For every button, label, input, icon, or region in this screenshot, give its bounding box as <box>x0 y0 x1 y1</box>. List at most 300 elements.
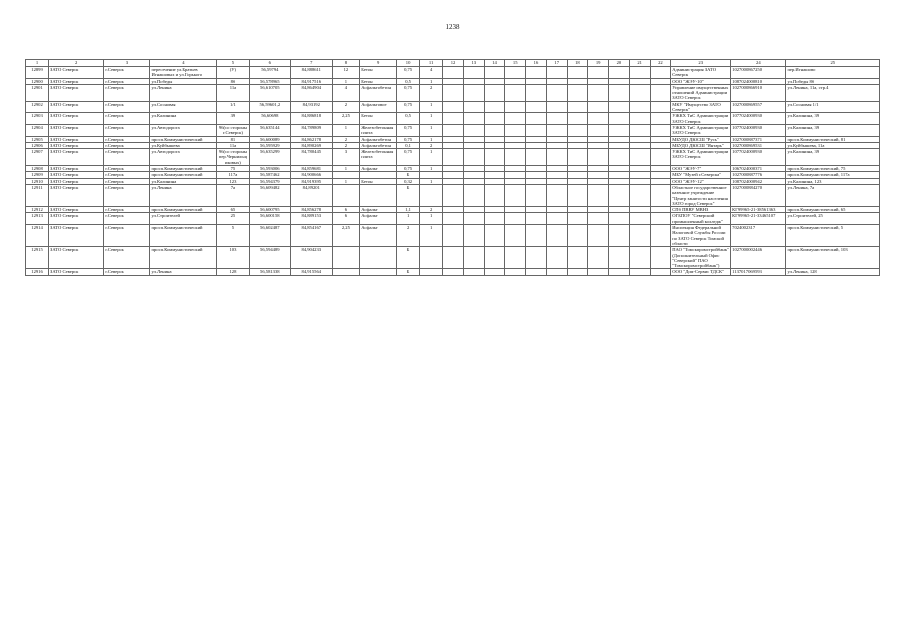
table-cell: 1077024000930 <box>731 124 786 136</box>
table-cell: ЗАТО Северск <box>49 247 104 269</box>
table-cell <box>567 149 588 166</box>
table-row <box>26 67 880 79</box>
table-cell: 128 <box>217 269 249 275</box>
table-cell: 1/1 <box>217 101 249 113</box>
table-cell <box>505 124 526 136</box>
table-cell <box>505 149 526 166</box>
table-cell: Б <box>397 184 420 206</box>
table-cell: 56,60698 <box>249 113 290 125</box>
table-cell <box>609 184 630 206</box>
table-cell: ул.Победы <box>150 78 217 84</box>
table-cell: 56,593006 <box>249 166 290 172</box>
table-cell <box>463 184 484 206</box>
table-cell <box>650 113 671 125</box>
table-cell: г.Северск <box>104 67 150 79</box>
table-cell <box>567 247 588 269</box>
table-cell: 0,32 <box>397 178 420 184</box>
table-cell: просп.Коммунистический <box>150 225 217 247</box>
table-cell <box>332 269 360 275</box>
table-cell: 1 <box>420 149 443 166</box>
table-cell: 2 <box>332 136 360 142</box>
table-cell: 1027000867250 <box>731 67 786 79</box>
table-cell <box>526 269 547 275</box>
column-header: 4 <box>150 60 217 67</box>
table-cell <box>463 269 484 275</box>
table-cell: ул.Ленина <box>150 269 217 275</box>
table-cell: 2 <box>420 207 443 213</box>
table-cell <box>505 269 526 275</box>
table-cell: Б <box>397 269 420 275</box>
table-cell: 0,75 <box>397 136 420 142</box>
table-cell <box>505 101 526 113</box>
table-cell: г.Северск <box>104 184 150 206</box>
table-cell: 84,904233 <box>291 247 332 269</box>
table-cell <box>567 67 588 79</box>
table-cell <box>546 124 567 136</box>
column-header: 8 <box>332 60 360 67</box>
table-cell <box>505 225 526 247</box>
table-cell: просп.Коммунистический, 117а <box>786 172 880 178</box>
table-cell: 12913 <box>26 213 49 225</box>
table-cell: ЗАТО Северск <box>49 136 104 142</box>
table-cell: 84,856278 <box>291 207 332 213</box>
table-cell: ул.Куйбышева, 11а <box>786 142 880 148</box>
column-header: 6 <box>249 60 290 67</box>
table-cell <box>546 149 567 166</box>
page-number: 1238 <box>445 23 460 31</box>
table-cell <box>463 67 484 79</box>
table-cell: 84,864904 <box>291 84 332 101</box>
table-cell: 84,890269 <box>291 142 332 148</box>
table-cell <box>629 269 650 275</box>
table-cell: 1027000002446 <box>731 247 786 269</box>
table-cell <box>567 184 588 206</box>
table-cell: 84,89201 <box>291 184 332 206</box>
table-cell: г.Северск <box>104 178 150 184</box>
table-cell: СПб ПВВУ МВНЗ <box>671 207 731 213</box>
table-cell: ул.Сосновая <box>150 101 217 113</box>
table-cell: просп.Коммунистический, 103 <box>786 247 880 269</box>
table-cell: (У) <box>217 67 249 79</box>
table-cell: 84,889153 <box>291 213 332 225</box>
table-cell: 1 <box>332 178 360 184</box>
table-cell: ООО "ЖЭУ-7" <box>671 166 731 172</box>
table-cell: 1 <box>397 213 420 225</box>
table-cell: г.Северск <box>104 207 150 213</box>
table-cell: 56,600795 <box>249 207 290 213</box>
table-cell: 4 <box>420 67 443 79</box>
table-cell: 117а <box>217 172 249 178</box>
table-cell: ЗАТО Северск <box>49 269 104 275</box>
table-cell: 1067024000371 <box>731 166 786 172</box>
table-cell <box>463 149 484 166</box>
table-cell <box>360 184 397 206</box>
table-cell: 12903 <box>26 113 49 125</box>
table-row <box>26 225 880 247</box>
table-cell <box>484 213 505 225</box>
table-cell: 84,900666 <box>291 172 332 178</box>
table-cell: ул.Ленина, 11а, стр.4 <box>786 84 880 101</box>
table-cell: 56,594489 <box>249 247 290 269</box>
table-cell <box>588 149 609 166</box>
table-cell: 1087024000942 <box>731 178 786 184</box>
table-row <box>26 213 880 225</box>
table-cell: 1 <box>420 225 443 247</box>
table-cell: г.Северск <box>104 78 150 84</box>
table-cell: ул.Ленина, 128 <box>786 269 880 275</box>
table-cell <box>443 113 464 125</box>
table-cell: 56,595929 <box>249 142 290 148</box>
table-cell: ул.Ленина <box>150 84 217 101</box>
table-cell: Инспекция Федеральной Налоговой Службы России по ЗАТО Северск Томской области <box>671 225 731 247</box>
table-cell <box>588 113 609 125</box>
table-cell: 56,609482 <box>249 184 290 206</box>
table-cell: 56,59794 <box>249 67 290 79</box>
table-cell <box>650 84 671 101</box>
table-cell: МБУ "Музей г.Северска" <box>671 172 731 178</box>
table-cell <box>567 225 588 247</box>
table-cell: 123 <box>217 178 249 184</box>
table-cell: Асфальтобетон <box>360 142 397 148</box>
table-cell: 1 <box>420 113 443 125</box>
table-cell: 84,93192 <box>291 101 332 113</box>
table-cell <box>484 84 505 101</box>
column-header: 25 <box>786 60 880 67</box>
table-cell: Бетон <box>360 67 397 79</box>
table-cell <box>526 213 547 225</box>
table-cell <box>505 184 526 206</box>
table-cell: 0,75 <box>397 166 420 172</box>
table-cell: 12910 <box>26 178 49 184</box>
table-cell: Бетон <box>360 113 397 125</box>
table-cell: 12915 <box>26 247 49 269</box>
table-cell: 1 <box>332 166 360 172</box>
table-cell: 56,600089 <box>249 136 290 142</box>
table-cell: ЗАТО Северск <box>49 142 104 148</box>
table-cell: 0,75 <box>397 101 420 113</box>
table-cell: г.Северск <box>104 124 150 136</box>
table-cell <box>526 184 547 206</box>
column-header: 23 <box>671 60 731 67</box>
table-cell: г.Северск <box>104 142 150 148</box>
table-cell: ООО "ЖЭУ-12" <box>671 178 731 184</box>
table-cell: 12911 <box>26 184 49 206</box>
table-cell: Управление имущественных отношений Администрации ЗАТО Северск <box>671 84 731 101</box>
table-cell: 84,789809 <box>291 124 332 136</box>
table-cell: пер.Игнашово <box>786 67 880 79</box>
table-cell <box>526 149 547 166</box>
table-cell: 39 <box>217 113 249 125</box>
table-cell <box>629 184 650 206</box>
column-header: 3 <box>104 60 150 67</box>
table-cell <box>588 269 609 275</box>
table-cell <box>443 124 464 136</box>
table-cell: Областное государственное казенное учреждение "Центр занятости населения ЗАТО город Северск" <box>671 184 731 206</box>
table-cell <box>629 213 650 225</box>
table-cell <box>629 101 650 113</box>
table-cell: 65 <box>217 207 249 213</box>
table-cell <box>567 213 588 225</box>
table-cell: 1027000887371 <box>731 136 786 142</box>
table-cell: 56,59601,2 <box>249 101 290 113</box>
column-header: 12 <box>443 60 464 67</box>
table-cell: 6 <box>332 207 360 213</box>
table-cell: МКУ "Имущество ЗАТО Северск" <box>671 101 731 113</box>
table-cell: 1 <box>420 178 443 184</box>
table-cell: 12907 <box>26 149 49 166</box>
table-cell: 56,587462 <box>249 172 290 178</box>
table-cell <box>546 67 567 79</box>
table-row <box>26 149 880 166</box>
table-cell: 1027000887776 <box>731 172 786 178</box>
table-cell <box>463 247 484 269</box>
table-cell: 12909 <box>26 172 49 178</box>
table-cell: просп.Коммунистический, 81 <box>786 136 880 142</box>
table-cell: 12914 <box>26 225 49 247</box>
column-header: 19 <box>588 60 609 67</box>
table-cell: 0,1 <box>397 142 420 148</box>
table-cell <box>484 269 505 275</box>
table-cell <box>463 101 484 113</box>
table-cell: ул.Калинина, 123 <box>786 178 880 184</box>
table-cell <box>629 149 650 166</box>
table-cell: 84,862178 <box>291 136 332 142</box>
table-cell: ул.Калинина, 39 <box>786 113 880 125</box>
table-cell: Железобетонная плита <box>360 124 397 136</box>
table-cell: ЗАТО Северск <box>49 225 104 247</box>
table-cell: 4 <box>332 84 360 101</box>
table-cell <box>443 149 464 166</box>
table-cell <box>484 101 505 113</box>
column-header: 24 <box>731 60 786 67</box>
table-cell <box>588 84 609 101</box>
table-cell <box>332 247 360 269</box>
table-cell <box>588 184 609 206</box>
table-cell <box>505 213 526 225</box>
table-cell: 56,581338 <box>249 269 290 275</box>
table-cell: пересечение ул.Братьев Игнашовых и ул.Горького <box>150 67 217 79</box>
table-body <box>26 67 880 276</box>
table-cell: 1027000884270 <box>731 184 786 206</box>
table-cell: Бетон <box>360 78 397 84</box>
table-cell <box>484 67 505 79</box>
table-cell: 84,854167 <box>291 225 332 247</box>
table-cell: Асфальт <box>360 166 397 172</box>
table-cell: УЖКХ ТиС Администрации ЗАТО Северск <box>671 124 731 136</box>
table-cell: 1087024000810 <box>731 78 786 84</box>
table-cell <box>526 67 547 79</box>
table-cell: 0,5 <box>397 78 420 84</box>
table-cell: ул.Автодорога <box>150 149 217 166</box>
table-cell <box>546 184 567 206</box>
table-cell: 84,859681 <box>291 166 332 172</box>
table-cell <box>526 84 547 101</box>
table-cell: ЗАТО Северск <box>49 78 104 84</box>
table-cell: 2 <box>332 142 360 148</box>
table-cell: просп.Коммунистический <box>150 172 217 178</box>
table-cell <box>526 113 547 125</box>
table-cell: 3 <box>332 149 360 166</box>
table-cell: 12905 <box>26 136 49 142</box>
table-cell <box>546 247 567 269</box>
table-cell <box>588 67 609 79</box>
table-cell: ул.Победы 8б <box>786 78 880 84</box>
column-header: 10 <box>397 60 420 67</box>
table-cell <box>650 149 671 166</box>
table-cell: ООО "ЖЭУ-10" <box>671 78 731 84</box>
table-cell: 2 <box>397 225 420 247</box>
table-cell: 56,578965 <box>249 78 290 84</box>
table-cell: 1 <box>332 124 360 136</box>
table-cell: 12900 <box>26 78 49 84</box>
column-header: 22 <box>650 60 671 67</box>
table-row <box>26 101 880 113</box>
table-cell: 12899 <box>26 67 49 79</box>
table-cell <box>443 225 464 247</box>
table-cell <box>629 225 650 247</box>
table-cell <box>332 184 360 206</box>
table-cell: 12912 <box>26 207 49 213</box>
table-cell: ЗАТО Северск <box>49 149 104 166</box>
table-cell <box>588 124 609 136</box>
table-cell: 5 <box>217 225 249 247</box>
table-cell: ЗАТО Северск <box>49 67 104 79</box>
column-header: 18 <box>567 60 588 67</box>
table-cell: 11а <box>217 84 249 101</box>
table-cell: 1077024000930 <box>731 113 786 125</box>
table-cell <box>484 184 505 206</box>
table-cell: просп.Коммунистический <box>150 136 217 142</box>
table-cell: ЗАТО Северск <box>49 172 104 178</box>
table-cell <box>463 225 484 247</box>
table-cell: 0,75 <box>397 67 420 79</box>
table-cell <box>650 247 671 269</box>
table-cell: ул.Строителей <box>150 213 217 225</box>
table-cell: ЗАТО Северск <box>49 213 104 225</box>
table-cell <box>443 101 464 113</box>
table-cell: ул.Сосновая 1/1 <box>786 101 880 113</box>
table-cell: просп.Коммунистический <box>150 247 217 269</box>
table-cell: Б <box>397 172 420 178</box>
table-cell: ЗАТО Северск <box>49 101 104 113</box>
table-cell <box>484 247 505 269</box>
table-cell: Асфальтобетон <box>360 84 397 101</box>
table-cell: ЗАТО Северск <box>49 178 104 184</box>
table-cell <box>629 113 650 125</box>
table-cell: 7а <box>217 184 249 206</box>
table-cell <box>609 113 630 125</box>
table-cell <box>360 269 397 275</box>
table-cell: 2 <box>332 101 360 113</box>
column-header: 11 <box>420 60 443 67</box>
table-cell: 1,1 <box>397 207 420 213</box>
column-header: 17 <box>546 60 567 67</box>
table-cell <box>420 184 443 206</box>
table-cell: 103 <box>217 247 249 269</box>
table-cell <box>484 149 505 166</box>
table-cell <box>526 247 547 269</box>
table-cell <box>609 124 630 136</box>
table-cell: 0,75 <box>397 124 420 136</box>
table-cell: 6 <box>332 213 360 225</box>
table-cell <box>484 124 505 136</box>
table-cell: ЗАТО Северск <box>49 184 104 206</box>
table-cell: 84,917516 <box>291 78 332 84</box>
table-cell <box>443 247 464 269</box>
table-cell: МБУДО ДЮСШ "Янтарь" <box>671 142 731 148</box>
table-cell <box>609 149 630 166</box>
table-cell: 25 <box>217 213 249 225</box>
table-header-row <box>26 60 880 67</box>
table-cell <box>650 184 671 206</box>
table-cell: Асфальтовое <box>360 101 397 113</box>
table-cell: 12 <box>332 67 360 79</box>
table-cell: 56,600158 <box>249 213 290 225</box>
table-cell: Асфальт <box>360 225 397 247</box>
table-cell <box>650 269 671 275</box>
table-cell: 1 <box>420 166 443 172</box>
table-cell: Бетон <box>360 178 397 184</box>
table-cell <box>443 184 464 206</box>
table-cell: 96(со стороны пер.Чернильщиковых) <box>217 149 249 166</box>
table-cell: КГ99965-21-38561363 <box>731 207 786 213</box>
table-row <box>26 113 880 125</box>
table-cell <box>463 124 484 136</box>
table-cell: МБУДО ДЮСШ "Русь" <box>671 136 731 142</box>
table-cell: ул.Куйбышева <box>150 142 217 148</box>
table-cell: 56,602487 <box>249 225 290 247</box>
table-cell: Железобетонная плита <box>360 149 397 166</box>
table-cell <box>609 225 630 247</box>
table-cell <box>443 84 464 101</box>
table-cell <box>650 213 671 225</box>
table-cell <box>443 269 464 275</box>
table-cell: 2 <box>420 142 443 148</box>
table-cell <box>463 213 484 225</box>
table-cell: г.Северск <box>104 101 150 113</box>
table-cell: 84,780445 <box>291 149 332 166</box>
table-cell: 0,75 <box>397 149 420 166</box>
column-header: 16 <box>526 60 547 67</box>
table-cell: г.Северск <box>104 113 150 125</box>
table-cell: 1137017069593 <box>731 269 786 275</box>
table-cell <box>629 84 650 101</box>
table-cell: ул.Калинина <box>150 178 217 184</box>
table-cell <box>505 247 526 269</box>
table-cell: ЗАТО Северск <box>49 166 104 172</box>
table-cell: ул.Строителей, 25 <box>786 213 880 225</box>
table-cell <box>629 247 650 269</box>
table-cell: 84,919395 <box>291 178 332 184</box>
table-cell: 12906 <box>26 142 49 148</box>
table-row <box>26 247 880 269</box>
registry-table <box>25 59 880 276</box>
table-cell <box>609 269 630 275</box>
table-cell: 12904 <box>26 124 49 136</box>
table-cell: 12908 <box>26 166 49 172</box>
table-cell: 84,888611 <box>291 67 332 79</box>
table-cell: 2 <box>420 84 443 101</box>
table-cell <box>526 124 547 136</box>
table-cell <box>588 213 609 225</box>
table-cell: 1 <box>420 78 443 84</box>
table-cell <box>567 269 588 275</box>
table-cell <box>546 101 567 113</box>
table-cell <box>546 113 567 125</box>
table-cell <box>650 67 671 79</box>
table-cell <box>546 84 567 101</box>
table-cell: 1 <box>420 101 443 113</box>
